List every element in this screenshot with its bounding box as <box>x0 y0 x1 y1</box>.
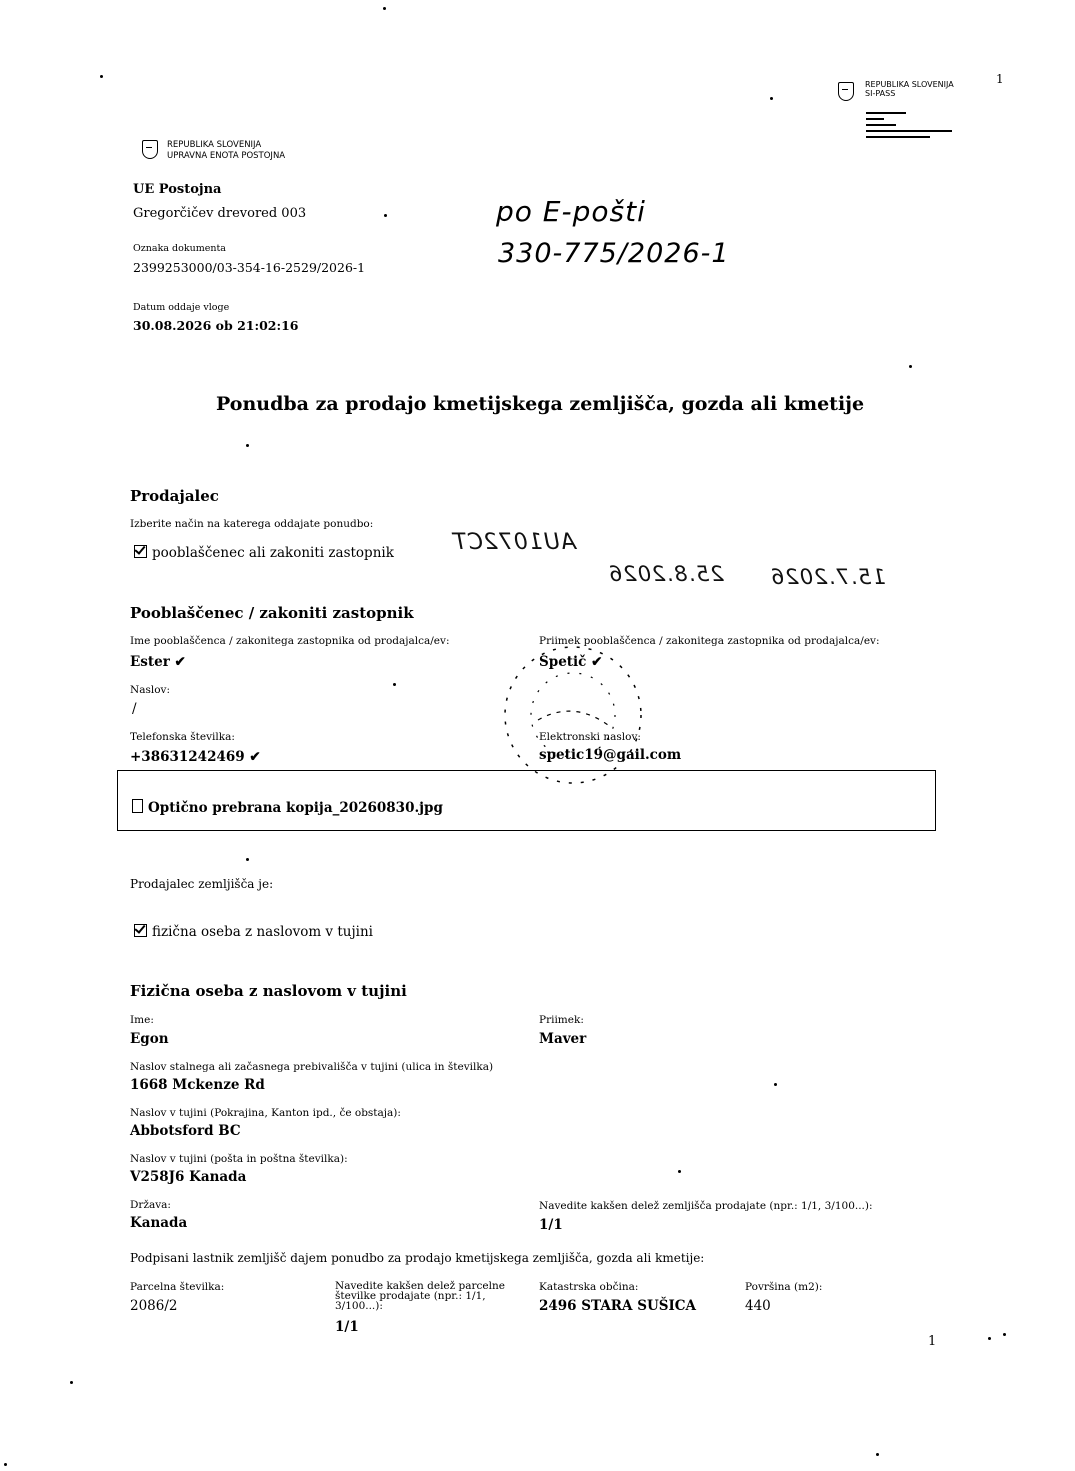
scan-speck <box>246 858 249 861</box>
office-name: UE Postojna <box>133 182 222 197</box>
street-label: Naslov stalnega ali začasnega prebivališča v tujini (ulica in številka) <box>130 1061 494 1073</box>
scan-speck <box>383 7 386 10</box>
stamp-stroke <box>538 711 608 725</box>
verified-check-icon: ✔ <box>591 654 603 670</box>
parcel-value: 2086/2 <box>130 1298 178 1314</box>
mirrored-handwriting-2: 25.8.2026 <box>608 562 724 586</box>
scan-speck <box>393 683 396 686</box>
doc-ref-value: 2399253000/03-354-16-2529/2026-1 <box>133 260 366 275</box>
parcel-share-label-line2: številke prodajate (npr.: 1/1, <box>335 1290 486 1302</box>
scan-speck <box>770 97 773 100</box>
post-value: V258J6 Kanada <box>130 1169 247 1185</box>
rep-phone-label: Telefonska številka: <box>130 731 235 743</box>
rep-name-row <box>130 654 186 670</box>
region-value: Abbotsford BC <box>130 1123 241 1139</box>
first-name-value: Egon <box>130 1031 169 1047</box>
scan-speck <box>988 1337 991 1340</box>
verified-check-icon: ✔ <box>249 749 261 765</box>
parcel-share-label <box>335 1281 505 1311</box>
rep-address-label: Naslov: <box>130 684 170 696</box>
date-value: 30.08.2026 ob 21:02:16 <box>133 318 299 333</box>
page-title: Ponudba za prodajo kmetijskega zemljišča, gozda ali kmetije <box>216 393 865 415</box>
seller-type-option <box>134 924 373 940</box>
date-label: Datum oddaje vloge <box>133 302 230 313</box>
parcel-share-value: 1/1 <box>335 1319 359 1335</box>
region-label: Naslov v tujini (Pokrajina, Kanton ipd., če obstaja): <box>130 1107 401 1119</box>
scan-speck <box>1003 1333 1006 1336</box>
scan-speck <box>774 1083 777 1086</box>
handwritten-note-line2: 330-775/2026-1 <box>498 238 730 269</box>
mirrored-handwriting-1: AU1072CT <box>452 530 576 555</box>
scan-speck <box>384 214 387 217</box>
scan-speck <box>4 1463 7 1466</box>
rep-email-label: Elektronski naslov: <box>539 731 641 743</box>
handwritten-note-line1: po E-pošti <box>496 195 646 228</box>
doc-ref-label: Oznaka dokumenta <box>133 243 226 254</box>
header-right-fineprint <box>866 112 954 148</box>
country-value: Kanada <box>130 1215 188 1231</box>
header-right-line2: SI-PASS <box>865 89 896 98</box>
scan-speck <box>100 75 103 78</box>
rep-email-value: spetic19@gail.com <box>539 747 682 763</box>
checkbox-checked-icon <box>134 545 147 558</box>
share-label: Navedite kakšen delež zemljišča prodajate (npr.: 1/1, 3/100...): <box>539 1200 873 1212</box>
seller-method-option <box>134 545 394 561</box>
document-icon <box>132 799 143 813</box>
seller-type-label: Prodajalec zemljišča je: <box>130 877 274 891</box>
mirrored-handwriting-3: 15.7.2026 <box>770 565 886 589</box>
corner-page-mark: 1 <box>996 72 1004 86</box>
post-label: Naslov v tujini (pošta in poštna številka): <box>130 1153 348 1165</box>
scan-speck <box>876 1453 879 1456</box>
street-value: 1668 Mckenze Rd <box>130 1077 265 1093</box>
last-name-value: Maver <box>539 1031 587 1047</box>
rep-phone-value: +38631242469 <box>130 749 245 765</box>
rep-phone-row <box>130 749 261 765</box>
verified-check-icon: ✔ <box>174 654 186 670</box>
header-right-line1: REPUBLIKA SLOVENIJA <box>865 80 954 89</box>
office-address: Gregorčičev drevored 003 <box>133 206 307 221</box>
page-number: 1 <box>928 1334 937 1349</box>
scan-speck <box>70 1381 73 1384</box>
parcel-share-label-line3: 3/100...): <box>335 1300 383 1312</box>
first-name-label: Ime: <box>130 1014 154 1026</box>
last-name-label: Priimek: <box>539 1014 584 1026</box>
attachment-filename[interactable]: Optično prebrana kopija_20260830.jpg <box>148 800 443 816</box>
coat-of-arms-icon <box>838 82 854 101</box>
rep-surname-value: Spetič <box>539 654 587 670</box>
authority-line1: REPUBLIKA SLOVENIJA <box>167 140 262 150</box>
scan-speck <box>246 444 249 447</box>
rep-name-label: Ime pooblaščenca / zakonitega zastopnika od prodajalca/ev: <box>130 635 450 647</box>
parcel-label: Parcelna številka: <box>130 1281 225 1293</box>
parcel-share-label-line1: Navedite kakšen delež parcelne <box>335 1280 505 1292</box>
authority-line2: UPRAVNA ENOTA POSTOJNA <box>167 151 286 161</box>
representative-heading: Pooblaščenec / zakoniti zastopnik <box>130 604 414 622</box>
coat-of-arms-icon <box>142 140 158 159</box>
rep-surname-label: Priimek pooblaščenca / zakonitega zastopnika od prodajalca/ev: <box>539 635 880 647</box>
attachment-box <box>117 770 936 831</box>
attachment-link[interactable] <box>132 799 443 816</box>
cadastral-value: 2496 STARA SUŠICA <box>539 1298 697 1314</box>
rep-address-value: / <box>132 701 137 717</box>
seller-type-value: fizična oseba z naslovom v tujini <box>152 924 373 940</box>
stamp-inner-ring <box>531 673 615 757</box>
area-label: Površina (m2): <box>745 1281 823 1293</box>
rep-name-value: Ester <box>130 654 170 670</box>
area-value: 440 <box>745 1298 771 1314</box>
scan-speck <box>909 365 912 368</box>
seller-method-label: Izberite način na katerega oddajate ponudbo: <box>130 518 374 530</box>
stamp-ring <box>505 647 641 783</box>
share-value: 1/1 <box>539 1217 563 1233</box>
cadastral-label: Katastrska občina: <box>539 1281 639 1293</box>
scan-speck <box>678 1170 681 1173</box>
offer-statement: Podpisani lastnik zemljišč dajem ponudbo za prodajo kmetijskega zemljišča, gozda ali kmetije: <box>130 1251 705 1265</box>
checkbox-checked-icon <box>134 924 147 937</box>
person-heading: Fizična oseba z naslovom v tujini <box>130 982 407 1000</box>
seller-heading: Prodajalec <box>130 487 219 505</box>
country-label: Država: <box>130 1199 171 1211</box>
seller-method-value: pooblaščenec ali zakoniti zastopnik <box>152 545 394 561</box>
